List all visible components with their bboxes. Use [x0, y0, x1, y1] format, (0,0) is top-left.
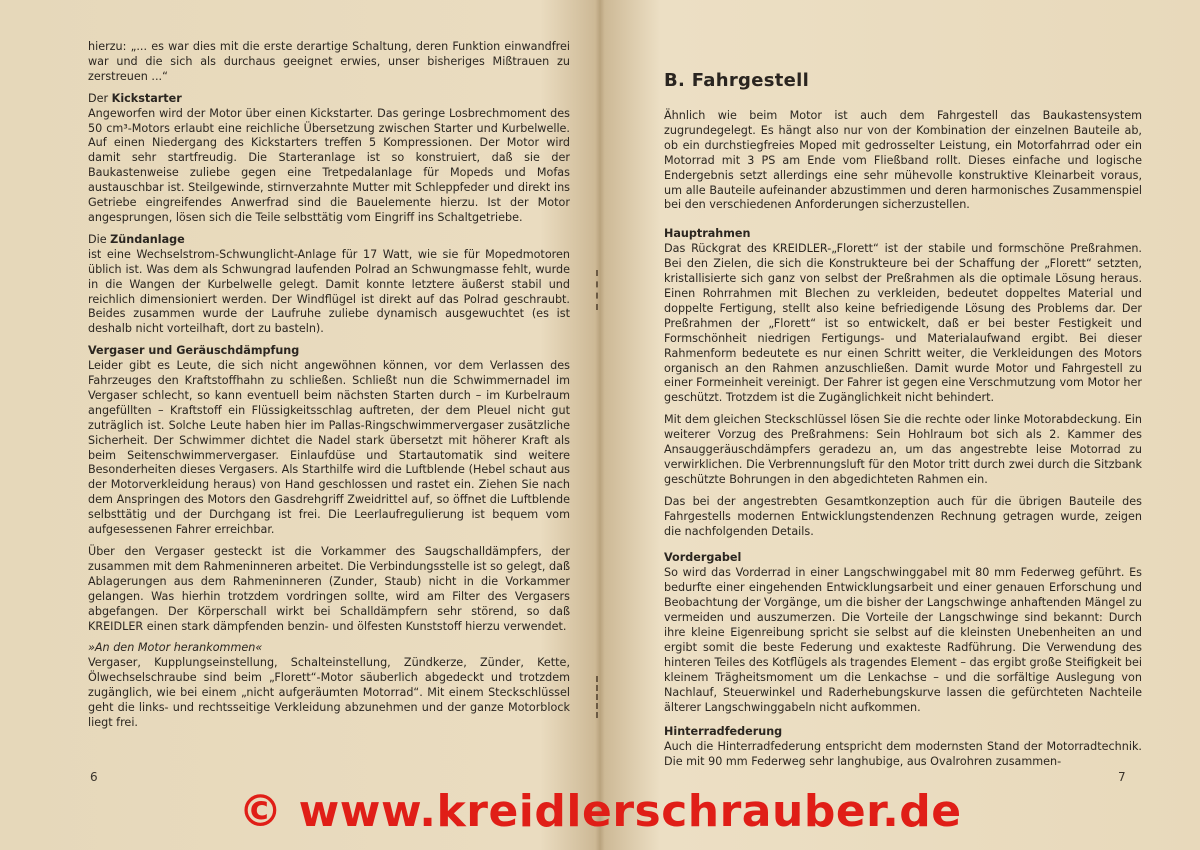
text-kickstarter: Angeworfen wird der Motor über einen Kickstarter. Das geringe Losbrechmoment des 50 cm³-Motors erlaubt eine reichliche Übersetzung zwischen Starter und Kurbelwelle. Auf einen Niedergang des Kickstarters treffen 5 Kompressionen. Der Motor wird damit sehr startfreudig. Die Starteranlage ist so konstruiert, daß sie der Baukastenweise zuliebe gegen eine Tretpedalanlage für Mopeds und Mofas austauschbar ist. Steilgewinde, stirnverzahnte Mutter mit Schleppfeder und direkt ins Getriebe eingreifendes Anwerfrad sind die Bauelemente hierzu. Ist der Motor angesprungen, lösen sich die Teile selbsttätig vom Eingriff ins Schaltgetriebe.: [88, 106, 570, 224]
section-vergaser: [88, 344, 570, 538]
chapter-title: B. Fahrgestell: [664, 70, 810, 91]
watermark-url: © www.kreidlerschrauber.de: [238, 786, 962, 837]
section-hauptrahmen: [664, 227, 1142, 406]
right-column: [664, 109, 1142, 770]
text-zuendanlage: ist eine Wechselstrom-Schwunglicht-Anlage für 17 Watt, wie sie für Mopedmotoren üblich ist. Was dem als Schwungrad laufenden Polrad an Schwungmasse fehlt, wurde in die Wangen der Kurbelwelle gelegt. Damit konnte letztere äußerst stabil und reichlich dimensioniert werden. Der Windflügel ist direkt auf das Polrad geschraubt. Beides zusammen wurde der Laufruhe zuliebe dynamisch ausgewuchtet (es ist deshalb nicht vorteilhaft, dort zu basteln).: [88, 247, 570, 336]
left-column: [88, 40, 570, 731]
heading-hinterradfederung: Hinterradfederung: [664, 725, 783, 739]
intro-quote: hierzu: „... es war dies mit die erste derartige Schaltung, deren Funktion einwandfrei war und die sich als durchaus geeignet erwies, unser bisheriges Mißtrauen zu zerstreuen ...“: [88, 40, 570, 83]
page-number-left: 6: [90, 770, 98, 784]
heading-motor: »An den Motor herankommen«: [88, 641, 263, 655]
text-motor: Vergaser, Kupplungseinstellung, Schalteinstellung, Zündkerze, Zünder, Kette, Ölwechselschraube sind beim „Florett“-Motor säuberlich abgedeckt und trotzdem zugänglich, wie bei einem „nicht aufgeräumten Motorrad“. Mit einem Steckschlüssel geht die links- und rechtsseitige Verkleidung abzunehmen und der ganze Motorblock liegt frei.: [88, 656, 570, 729]
section-zuendanlage: [88, 233, 570, 337]
text-hauptrahmen-3: Das bei der angestrebten Gesamtkonzeption auch für die übrigen Bauteile des Fahrgestells modernen Entwicklungstendenzen Rechnung getragen wurde, zeigen die nachfolgenden Details.: [664, 494, 1142, 538]
heading-hauptrahmen: Hauptrahmen: [664, 227, 751, 241]
text-hauptrahmen-2: Mit dem gleichen Steckschlüssel lösen Sie die rechte oder linke Motorabdeckung. Ein weiterer Vorzug des Preßrahmens: Sein Hohlraum bot sich als 2. Kammer des Ansauggeräuschdämpfers geradezu an, um das angestrebte leise Motorrad zu verwirklichen. Die Verbrennungsluft für den Motor tritt durch zwei durch die Sitzbank geschützte Bohrungen in den abgedichteten Rahmen ein.: [664, 413, 1142, 486]
heading-kickstarter: Der Kickstarter: [88, 91, 182, 105]
intro-fahrgestell: Ähnlich wie beim Motor ist auch dem Fahrgestell das Baukastensystem zugrundegelegt. Es hängt also nur von der Kombination der einzelnen Bauteile ab, ob ein durchstiegfreies Moped mit gedrosselter Leistung, ein Motorfahrrad oder ein Motorrad mit 3 PS am Ende vom Fließband rollt. Dieses einfache und logische Endergebnis setzt allerdings eine sehr mühevolle konstruktive Kleinarbeit voraus, um alle Bauteile aufeinander abzustimmen und deren harmonisches Zusammenspiel bei den verschiedenen Anforderungen sicherzustellen.: [664, 109, 1142, 212]
text-hauptrahmen: Das Rückgrat des KREIDLER-„Florett“ ist der stabile und formschöne Preßrahmen. Bei den Zielen, die sich die Konstrukteure bei der Schaffung der „Florett“ setzten, kristallisierte sich ganz von selbst der Preßrahmen als die optimale Lösung heraus. Einen Rohrrahmen mit Blechen zu verkleiden, bedeutet doppeltes Material und doppelte Fertigung, stellt also keine befriedigende Lösung des Problems dar. Der Preßrahmen der „Florett“ ist so entwickelt, daß er bei bester Festigkeit und Formschönheit niedrigen Fertigungs- und Materialaufwand ergibt. Bei dieser Rahmenform bedeutete es nur einen Schritt weiter, die Verkleidungen des Motors organisch an den Rahmen anzuschließen. Damit wurde Motor und Fahrgestell zu einer Formeinheit vereinigt. Der Fahrer ist gegen eine Verschmutzung vom Motor her geschützt. Trotzdem ist die Zugänglichkeit nicht behindert.: [664, 242, 1142, 405]
heading-vergaser: Vergaser und Geräuschdämpfung: [88, 344, 300, 358]
section-motor: [88, 641, 570, 730]
text-hinterradfederung: Auch die Hinterradfederung entspricht dem modernsten Stand der Motorradtechnik. Die mit 90 mm Federweg sehr langhubige, aus Ovalrohren zusammen-: [664, 740, 1142, 769]
section-vordergabel: [664, 551, 1142, 715]
heading-zuendanlage: Die Zündanlage: [88, 232, 185, 246]
text-vergaser: Leider gibt es Leute, die sich nicht angewöhnen können, vor dem Verlassen des Fahrzeuges den Kraftstoffhahn zu schließen. Schließt nun die Schwimmernadel im Vergaser schlecht, so kann eventuell beim nächsten Starten durch – im Kurbelraum angefüllten – Kraftstoff ein Flüssigkeitsschlag auftreten, der dem Pleuel nicht gut zuträglich ist. Solche Leute haben hier im Pallas-Ringschwimmervergaser zusätzliche Sicherheit. Der Schwimmer dichtet die Nadel stark übersetzt mit höherer Kraft als beim Seitenschwimmervergaser. Einlaufdüse und Startautomatik sind weitere Besonderheiten dieses Vergasers. Als Starthilfe wird die Luftblende (Hebel schaut aus der Motorverkleidung heraus) von Hand geschlossen und rastet ein. Ziehen Sie nach dem Anspringen des Motors den Gasdrehgriff Zweidrittel auf, so öffnet die Luftblende selbsttätig und der Durchgang ist frei. Die Leerlaufregulierung ist bequem vom aufgesessenen Fahrer erreichbar.: [88, 359, 570, 537]
right-page: [600, 0, 1200, 850]
page-number-right: 7: [1118, 770, 1126, 784]
section-hinterradfederung: [664, 725, 1142, 770]
heading-vordergabel: Vordergabel: [664, 551, 742, 565]
text-vergaser-2: Über den Vergaser gesteckt ist die Vorkammer des Saugschalldämpfers, der zusammen mit dem Rahmeninneren arbeitet. Die Verbindungsstelle ist so gelegt, daß Ablagerungen aus dem Rahmeninneren (Zunder, Staub) nicht in die Vorkammer gelangen. Was hierhin trotzdem vordringen sollte, wird am Filter des Vergasers abgefangen. Der Körperschall wirkt bei Schalldämpfern sehr störend, so daß KREIDLER einen stark dämpfenden benzin- und ölfesten Kunststoff hierzu verwendet.: [88, 545, 570, 633]
section-kickstarter: [88, 92, 570, 226]
text-vordergabel: So wird das Vorderrad in einer Langschwinggabel mit 80 mm Federweg geführt. Es bedurfte einer eingehenden Entwicklungsarbeit und einer genauen Erforschung und Beobachtung der Vorgänge, um die bisher der Langschwinge anhaftenden Mängel zu vermeiden und auszumerzen. Die Vorteile der Langschwinge sind bekannt: Durch ihre kleine Eigenreibung spricht sie selbst auf die kleinsten Unebenheiten an und ergibt somit die beste Federung und exakteste Radführung. Die Verwendung des hinteren Teiles des Kotflügels als tragendes Element – das ergibt große Steifigkeit bei kleinem Trägheitsmoment um die Lenkachse – und die sorfältige Auslegung von Nachlauf, Steuerwinkel und Raderhebungskurve lassen die gefürchteten Nachteile älterer Langschwinggabeln nicht aufkommen.: [664, 566, 1142, 714]
